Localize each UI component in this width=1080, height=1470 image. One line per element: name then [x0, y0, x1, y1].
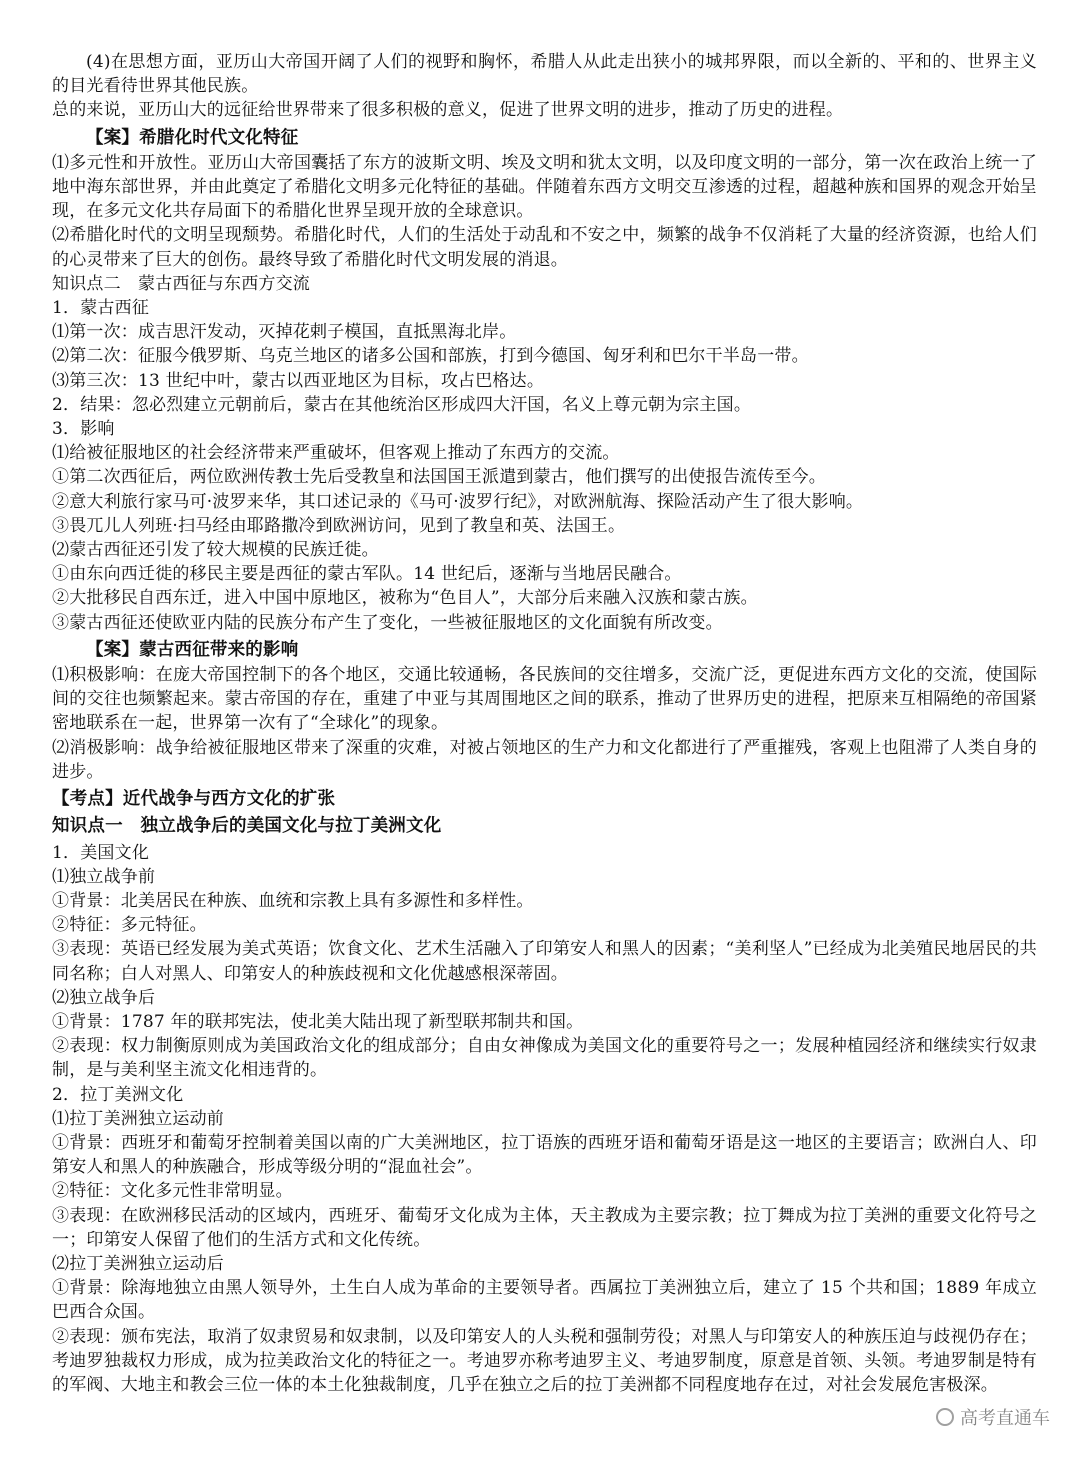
paragraph: ②表现：权力制衡原则成为美国政治文化的组成部分；自由女神像成为美国文化的重要符号之一；发展种植园经济和继续实行奴隶制，是与美利坚主流文化相违背的。 [52, 1036, 1037, 1081]
watermark [936, 1404, 1050, 1430]
paragraph: ②大批移民自西东迁，进入中国中原地区，被称为“色目人”，大部分后来融入汉族和蒙古族。 [52, 588, 758, 609]
paragraph: 3．影响 [52, 419, 115, 440]
paragraph: ⑴第一次：成吉思汗发动，灭掉花剌子模国，直抵黑海北岸。 [52, 322, 517, 343]
knowledge-point-heading: 知识点一 独立战争后的美国文化与拉丁美洲文化 [52, 816, 442, 837]
paragraph: ⑵蒙古西征还引发了较大规模的民族迁徙。 [52, 540, 379, 561]
paragraph: ①背景：除海地独立由黑人领导外，土生白人成为革命的主要领导者。西属拉丁美洲独立后，建立了 15 个共和国；1889 年成立巴西合众国。 [52, 1278, 1037, 1323]
paragraph: 知识点二 蒙古西征与东西方交流 [52, 273, 310, 294]
paragraph: ⑴多元性和开放性。亚历山大帝国囊括了东方的波斯文明、埃及文明和犹太文明，以及印度文明的一部分，第一次在政治上统一了地中海东部世界，并由此奠定了希腊化文明多元化特征的基础。伴随着东西方文明交互渗透的过程，超越种族和国界的观念开始呈现，在多元文化共存局面下的希腊化世界呈现开放的全球意识。 [52, 152, 1037, 222]
paragraph: ⑴积极影响：在庞大帝国控制下的各个地区，交通比较通畅，各民族间的交往增多，交流广泛，更促进东西方文化的交流，使国际间的交往也频繁起来。蒙古帝国的存在，重建了中亚与其周围地区之间的联系，推动了世界历史的进程，把原来互相隔绝的帝国紧密地联系在一起，世界第一次有了“全球化”的现象。 [52, 665, 1037, 734]
paragraph: 1．蒙古西征 [52, 298, 150, 319]
paragraph: ⑵独立战争后 [52, 987, 156, 1008]
paragraph: ①背景：北美居民在种族、血统和宗教上具有多源性和多样性。 [52, 890, 534, 911]
paragraph: ②特征：文化多元性非常明显。 [52, 1181, 293, 1202]
paragraph: ⑴独立战争前 [52, 866, 156, 887]
paragraph: ②表现：颁布宪法，取消了奴隶贸易和奴隶制，以及印第安人的人头税和强制劳役；对黑人与印第安人的种族压迫与歧视仍存在；考迪罗独裁权力形成，成为拉美政治文化的特征之一。考迪罗亦称考迪罗主义、考迪罗制度，原意是首领、头领。考迪罗制是特有的军阀、大地主和教会三位一体的本土化独裁制度，几乎在独立之后的拉丁美洲都不同程度地存在过，对社会发展危害极深。 [52, 1326, 1037, 1395]
paragraph: ③表现：在欧洲移民活动的区域内，西班牙、葡萄牙文化成为主体，天主教成为主要宗教；拉丁舞成为拉丁美洲的重要文化符号之一；印第安人保留了他们的生活方式和文化传统。 [52, 1205, 1037, 1250]
paragraph: ⑴给被征服地区的社会经济带来严重破坏，但客观上推动了东西方的交流。 [52, 443, 620, 464]
case-heading: 【案】蒙古西征带来的影响 [86, 639, 299, 660]
paragraph: ⑵第二次：征服今俄罗斯、乌克兰地区的诸多公国和部族，打到今德国、匈牙利和巴尔干半岛一带。 [52, 346, 809, 367]
paragraph: ①背景：1787 年的联邦宪法，使北美大陆出现了新型联邦制共和国。 [52, 1011, 584, 1032]
paragraph: ③蒙古西征还使欧亚内陆的民族分布产生了变化，一些被征服地区的文化面貌有所改变。 [52, 612, 723, 633]
paragraph: ①第二次西征后，两位欧洲传教士先后受教皇和法国国王派遣到蒙古，他们撰写的出使报告流传至今。 [52, 467, 826, 488]
paragraph: 总的来说，亚历山大的远征给世界带来了很多积极的意义，促进了世界文明的进步，推动了历史的进程。 [52, 100, 844, 121]
document-body [52, 50, 1037, 1397]
watermark-text: 高考直通车 [960, 1408, 1050, 1429]
paragraph: ①背景：西班牙和葡萄牙控制着美国以南的广大美洲地区，拉丁语族的西班牙语和葡萄牙语是这一地区的主要语言；欧洲白人、印第安人和黑人的种族融合，形成等级分明的“混血社会”。 [52, 1132, 1037, 1178]
wechat-account-icon [936, 1408, 954, 1426]
paragraph: ①由东向西迁徙的移民主要是西征的蒙古军队。14 世纪后，逐渐与当地居民融合。 [52, 564, 682, 585]
paragraph: ⑵拉丁美洲独立运动后 [52, 1253, 224, 1274]
paragraph: ⑵消极影响：战争给被征服地区带来了深重的灾难，对被占领地区的生产力和文化都进行了严重摧残，客观上也阻滞了人类自身的进步。 [52, 737, 1037, 782]
paragraph: ②特征：多元特征。 [52, 915, 207, 936]
paragraph: ③表现：英语已经发展为美式英语；饮食文化、艺术生活融入了印第安人和黑人的因素；“美利坚人”已经成为北美殖民地居民的共同名称；白人对黑人、印第安人的种族歧视和文化优越感根深蒂固。 [52, 939, 1037, 984]
paragraph: (4)在思想方面，亚历山大帝国开阔了人们的视野和胸怀，希腊人从此走出狭小的城邦界限，而以全新的、平和的、世界主义的目光看待世界其他民族。 [52, 52, 1037, 97]
paragraph: 1．美国文化 [52, 842, 150, 863]
paragraph: 2．结果：忽必烈建立元朝前后，蒙古在其他统治区形成四大汗国，名义上尊元朝为宗主国。 [52, 394, 752, 415]
paragraph: ⑵希腊化时代的文明呈现颓势。希腊化时代，人们的生活处于动乱和不安之中，频繁的战争不仅消耗了大量的经济资源，也给人们的心灵带来了巨大的创伤。最终导致了希腊化时代文明发展的消退。 [52, 225, 1037, 270]
case-heading: 【案】希腊化时代文化特征 [86, 127, 299, 148]
paragraph: ③畏兀儿人列班·扫马经由耶路撒冷到欧洲访问，见到了教皇和英、法国王。 [52, 515, 626, 536]
paragraph: ②意大利旅行家马可·波罗来华，其口述记录的《马可·波罗行纪》，对欧洲航海、探险活动产生了很大影响。 [52, 491, 864, 512]
exam-point-heading: 【考点】近代战争与西方文化的扩张 [52, 789, 336, 810]
paragraph: ⑴拉丁美洲独立运动前 [52, 1108, 224, 1129]
paragraph: ⑶第三次：13 世纪中叶，蒙古以西亚地区为目标，攻占巴格达。 [52, 370, 545, 391]
paragraph: 2．拉丁美洲文化 [52, 1084, 184, 1105]
